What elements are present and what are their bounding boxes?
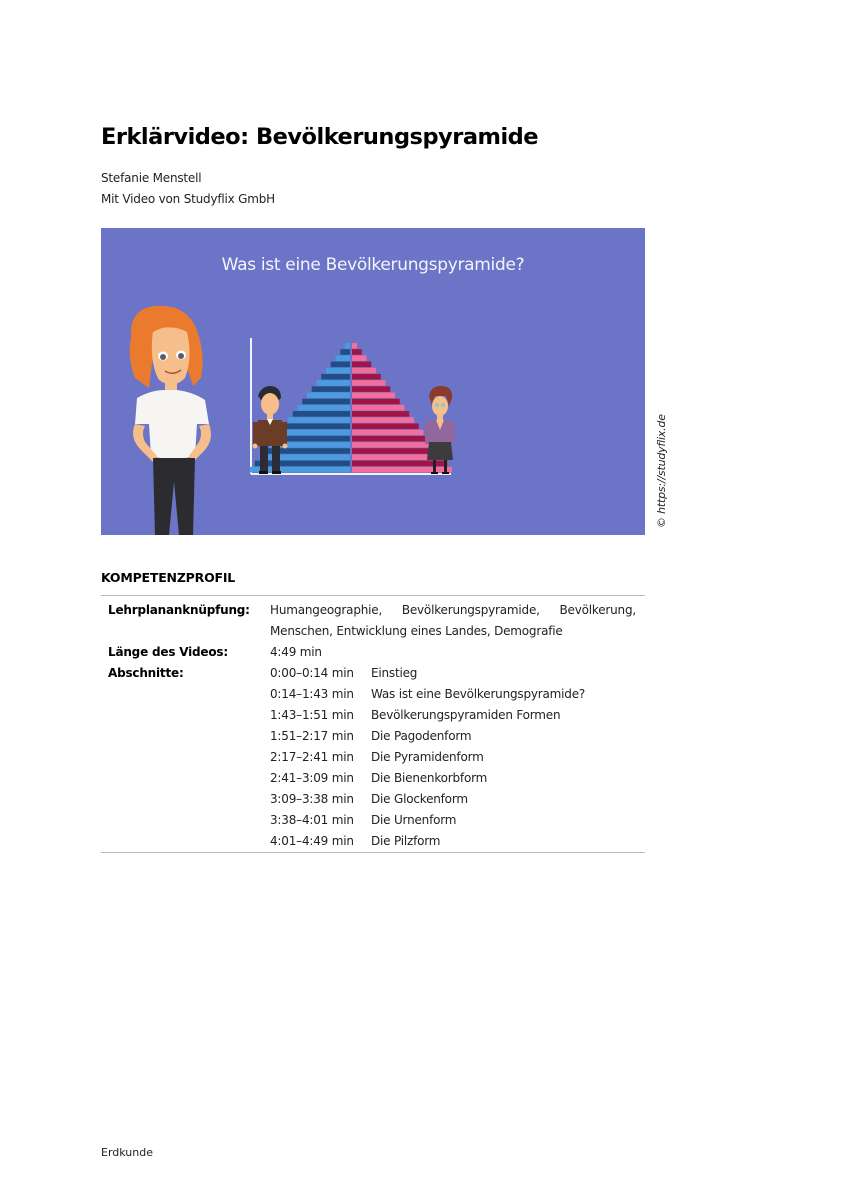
video-thumbnail-title: Was ist eine Bevölkerungspyramide? [221,255,525,275]
section-time: 3:38–4:01 min [270,813,354,827]
video-credit: Mit Video von Studyflix GmbH [101,192,275,206]
page-title: Erklärvideo: Bevölkerungspyramide [101,124,539,150]
section-item [270,789,645,810]
population-pyramid-illustration [101,228,645,535]
curriculum-term: Bevölkerung, [559,603,636,617]
section-title: Einstieg [371,666,418,680]
competence-profile-table [101,595,645,853]
section-item [270,810,645,831]
table-row-sections [101,663,645,853]
author: Stefanie Menstell [101,171,202,185]
sections-list [270,663,645,853]
section-item [270,831,645,852]
section-time: 2:17–2:41 min [270,750,354,764]
pyramid-bars [250,343,452,472]
section-time: 1:51–2:17 min [270,729,354,743]
section-title: Die Pilzform [371,834,441,848]
section-item [270,663,645,684]
table-row-length [101,642,645,663]
copyright-notice: © https://studyflix.de [655,414,668,528]
video-length-label: Länge des Videos: [108,645,228,659]
section-time: 2:41–3:09 min [270,771,354,785]
section-title: Die Pyramidenform [371,750,484,764]
section-title: Bevölkerungspyramiden Formen [371,708,561,722]
curriculum-label: Lehrplananknüpfung: [108,603,250,617]
curriculum-value [270,596,645,643]
section-heading-kompetenzprofil: KOMPETENZPROFIL [101,570,236,585]
curriculum-term: Humangeographie, [270,603,383,617]
section-title: Die Pagodenform [371,729,472,743]
section-title: Die Urnenform [371,813,457,827]
section-title: Was ist eine Bevölkerungspyramide? [371,687,586,701]
section-time: 1:43–1:51 min [270,708,354,722]
section-item [270,705,645,726]
table-row-curriculum [101,596,645,643]
section-item [270,747,645,768]
section-time: 4:01–4:49 min [270,834,354,848]
video-length-value: 4:49 min [270,645,322,659]
section-item [270,726,645,747]
section-time: 0:14–1:43 min [270,687,354,701]
curriculum-term: Bevölkerungspyramide, [401,603,540,617]
curriculum-terms-line2: Menschen, Entwicklung eines Landes, Demografie [270,624,563,638]
video-thumbnail[interactable] [101,228,645,535]
section-title: Die Glockenform [371,792,468,806]
section-title: Die Bienenkorbform [371,771,488,785]
presenter-character-icon [130,306,211,535]
sections-label: Abschnitte: [108,666,184,680]
footer-subject: Erdkunde [101,1146,153,1159]
section-time: 0:00–0:14 min [270,666,354,680]
section-item [270,684,645,705]
section-item [270,768,645,789]
section-time: 3:09–3:38 min [270,792,354,806]
